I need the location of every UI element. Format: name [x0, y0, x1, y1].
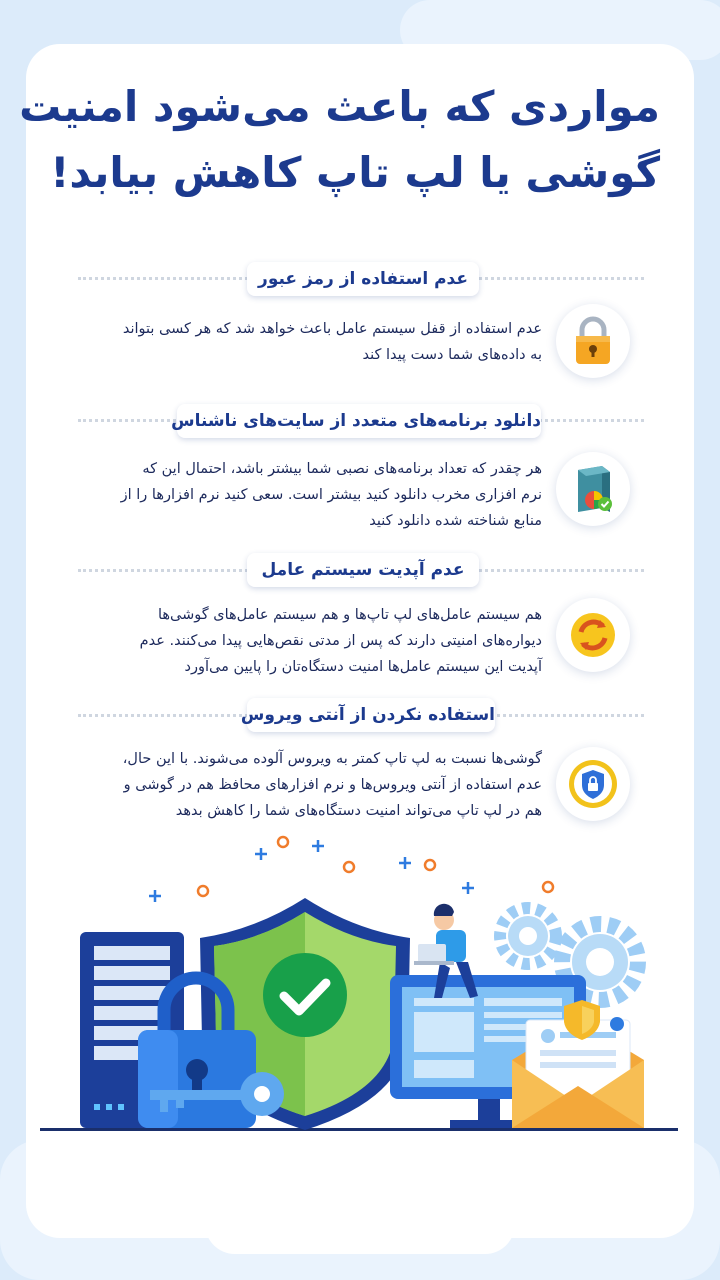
title-line-1: مواردی که باعث می‌شود امنیت: [19, 82, 660, 131]
description-line: هم سیستم عامل‌های لپ تاپ‌ها و هم سیستم عامل‌های گوشی‌ها: [157, 607, 542, 623]
section-heading: دانلود برنامه‌های متعدد از سایت‌های ناشناس: [177, 404, 541, 438]
description-line: عدم استفاده از قفل سیستم عامل باعث خواهد شد که هر کسی بتواند: [122, 321, 542, 337]
description-line: نرم افزاری مخرب دانلود کنید بیشتر است. سعی کنید نرم افزارها را از: [120, 487, 542, 503]
description-line: آپدیت این سیستم عامل‌ها امنیت دستگاه‌تان را پایین می‌آورد: [184, 659, 542, 675]
description-line: هم در لپ تاپ می‌تواند امنیت دستگاه‌های شما را کاهش بدهد: [175, 803, 542, 819]
description-line: عدم استفاده از آنتی ویروس‌ها و نرم افزارهای محافظ هم در گوشی و: [123, 777, 542, 793]
description-line: گوشی‌ها نسبت به لپ تاپ کمتر به ویروس آلوده می‌شوند. با این حال،: [122, 751, 542, 767]
sparkles: [198, 837, 553, 896]
section-heading: عدم آپدیت سیستم عامل: [247, 553, 479, 587]
title-line-2: گوشی یا لپ تاپ کاهش بیابد!: [50, 148, 660, 197]
ground-line: [40, 1128, 678, 1131]
section-heading: عدم استفاده از رمز عبور: [247, 262, 479, 296]
description-line: منابع شناخته شده دانلود کنید: [369, 513, 542, 529]
description-line: هر چقدر که تعداد برنامه‌های نصبی شما بیشتر باشد، احتمال این که: [142, 461, 542, 477]
description-line: دیواره‌های امنیتی دارند که پس از مدتی نقص‌هایی پیدا می‌کنند. عدم: [139, 633, 542, 649]
section-heading: استفاده نکردن از آنتی ویروس: [247, 698, 495, 732]
description-line: به داده‌های شما دست پیدا کند: [362, 347, 542, 363]
